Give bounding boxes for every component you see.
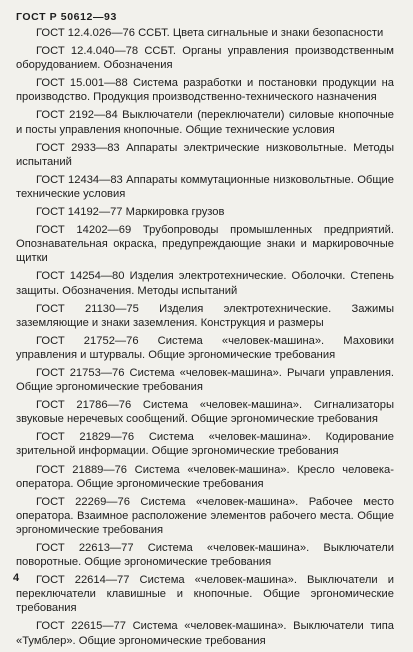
reference-item: ГОСТ 14202—69 Трубопроводы промышленных предприятий. Опознавательная окраска, предупреждающие знаки и маркировочные щитки bbox=[16, 224, 394, 265]
reference-item: ГОСТ 21752—76 Система «человек-машина». Маховики управления и штурвалы. Общие эргономические требования bbox=[16, 334, 394, 361]
reference-item: ГОСТ 2192—84 Выключатели (переключатели) силовые кнопочные и посты управления кнопочные. Общие технические условия bbox=[16, 109, 394, 136]
reference-list bbox=[16, 26, 394, 652]
reference-item: ГОСТ 14192—77 Маркировка грузов bbox=[36, 206, 225, 219]
reference-item: ГОСТ 12.4.040—78 ССБТ. Органы управления производственным оборудованием. Обозначения bbox=[16, 45, 394, 72]
reference-item: ГОСТ 22613—77 Система «человек-машина». Выключатели поворотные. Общие эргономические требования bbox=[16, 542, 394, 569]
reference-item: ГОСТ 21889—76 Система «человек-машина». Кресло человека-оператора. Общие эргономические требования bbox=[16, 463, 394, 490]
reference-item: ГОСТ 14254—80 Изделия электротехнические. Оболочки. Степень защиты. Обозначения. Методы испытаний bbox=[16, 270, 394, 297]
page-header: ГОСТ Р 50612—93 bbox=[16, 11, 117, 23]
reference-item: ГОСТ 21829—76 Система «человек-машина». Кодирование зрительной информации. Общие эргономические требования bbox=[16, 431, 394, 458]
page-number: 4 bbox=[13, 572, 20, 584]
reference-item: ГОСТ 12.4.026—76 ССБТ. Цвета сигнальные и знаки безопасности bbox=[36, 27, 384, 39]
reference-item: ГОСТ 15.001—88 Система разработки и постановки продукции на производство. Продукция производственно-технического назначения bbox=[16, 77, 394, 104]
reference-item: ГОСТ 21130—75 Изделия электротехнические. Зажимы заземляющие и знаки заземления. Конструкция и размеры bbox=[16, 302, 394, 329]
reference-item: ГОСТ 22615—77 Система «человек-машина». Выключатели типа «Тумблер». Общие эргономические требования bbox=[16, 620, 394, 647]
reference-item: ГОСТ 21753—76 Система «человек-машина». Рычаги управления. Общие эргономические требования bbox=[16, 366, 394, 394]
reference-item: ГОСТ 12434—83 Аппараты коммутационные низковольтные. Общие технические условия bbox=[16, 173, 394, 200]
reference-item: ГОСТ 2933—83 Аппараты электрические низковольтные. Методы испытаний bbox=[16, 141, 394, 168]
reference-item: ГОСТ 22614—77 Система «человек-машина». Выключатели и переключатели клавишные и кнопочные. Общие эргономические требования bbox=[16, 574, 394, 615]
reference-item: ГОСТ 22269—76 Система «человек-машина». Рабочее место оператора. Взаимное расположение элементов рабочего места. Общие эргономические требования bbox=[16, 495, 394, 536]
reference-item: ГОСТ 21786—76 Система «человек-машина». Сигнализаторы звуковые неречевых сообщений. Общие эргономические требования bbox=[16, 399, 394, 426]
